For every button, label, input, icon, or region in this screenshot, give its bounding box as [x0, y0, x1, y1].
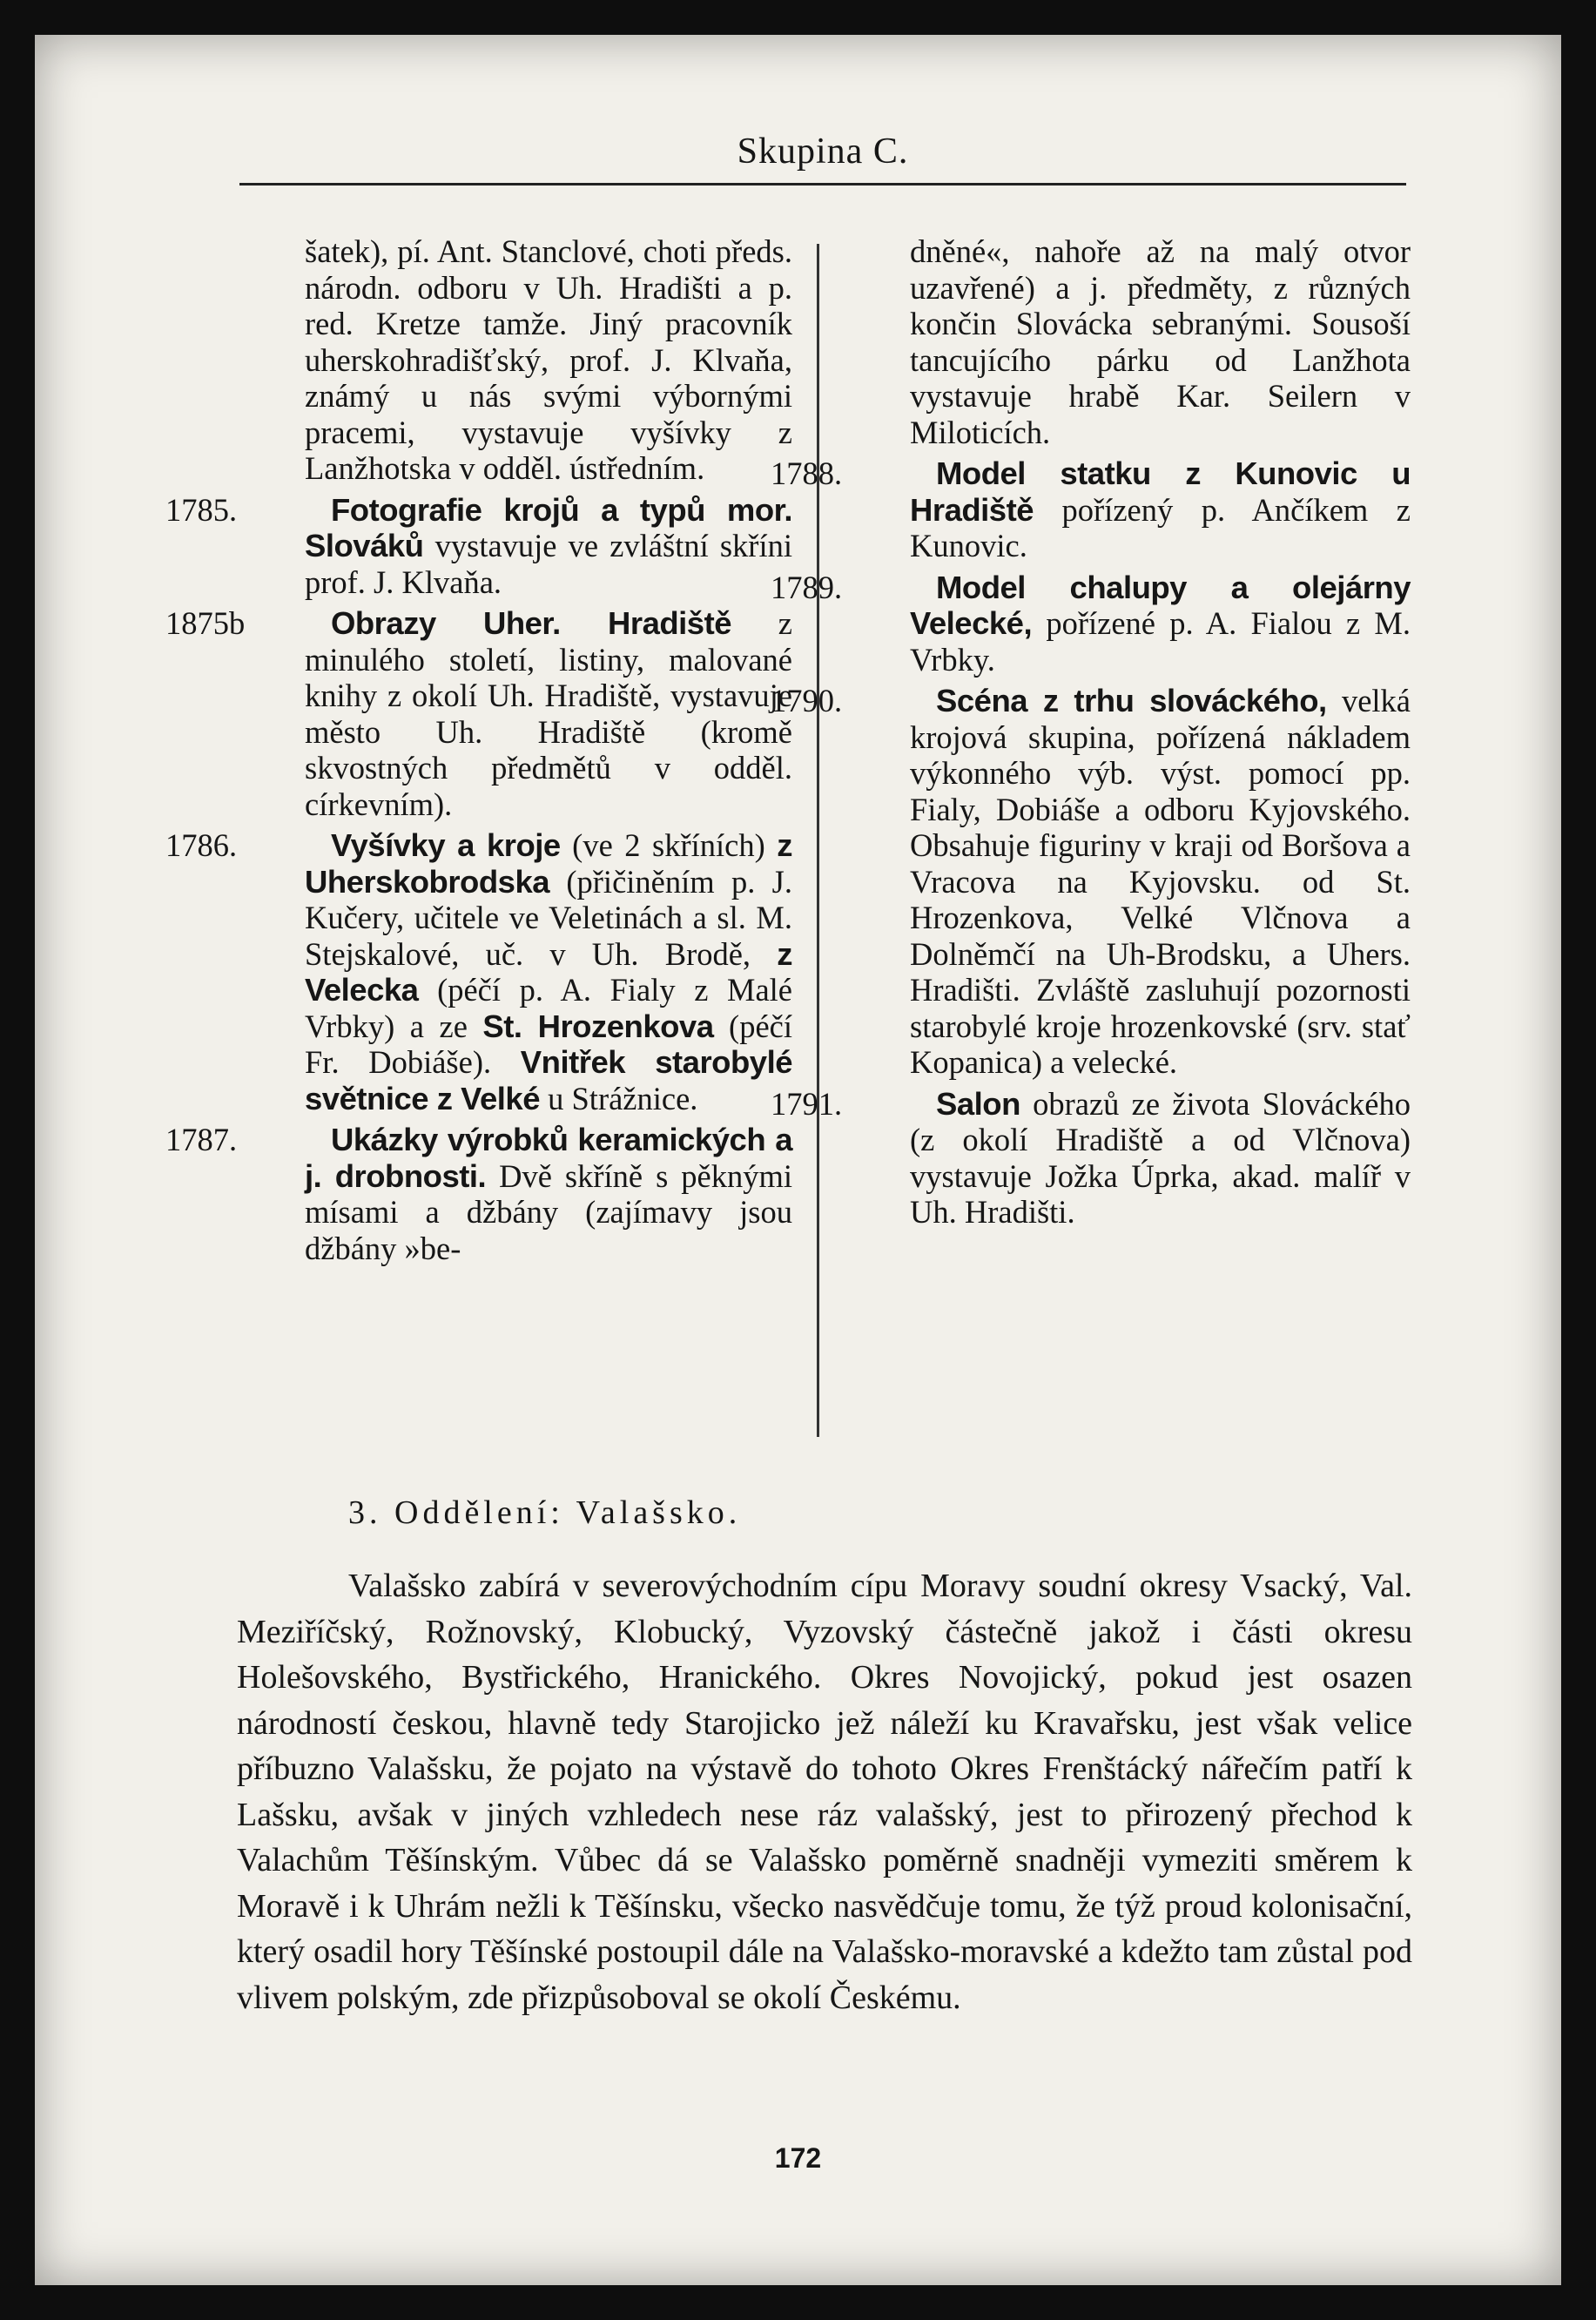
entry-heading-5: Vnitřek starobylé světnice z Velké — [305, 1044, 793, 1116]
entry-heading: Model chalupy a olejárny Velecké, — [910, 569, 1411, 641]
entry-continuation: dněné«, nahoře až na malý otvor uzavřené) a j. předměty, z různých končin Slovácka sebranými. Sousoší tancujícího párku od Lanžhota vystavuje hrabě Kar. Seilern v Miloticích. — [910, 233, 1411, 450]
entry-text: pořízené p. A. Fialou z M. Vrbky. — [910, 605, 1411, 678]
entry-text: vystavuje ve zvláštní skříni prof. J. Klvaňa. — [305, 528, 792, 600]
entry-text-2: (přičiněním p. J. Kučery, učitele ve Veletinách a sl. M. Stejskalové, uč. v Uh. Brodě, — [305, 863, 792, 972]
entry-1786 — [165, 827, 793, 1116]
entry-heading: Fotografie krojů a typů mor. Slováků — [305, 491, 792, 563]
entry-heading-4: St. Hrozenkova — [482, 1008, 714, 1044]
entry-heading: Vyšívky a kroje — [331, 827, 561, 863]
entry-number: 1785. — [165, 491, 238, 528]
entry-text: Dvě skříně s pěknými mísami a džbány (zajímavy jsou džbány »be- — [305, 1157, 792, 1266]
entry-number: 1790. — [771, 683, 843, 718]
left-column — [165, 233, 793, 1266]
entry-heading: Salon — [936, 1085, 1020, 1122]
entry-number: 1788. — [771, 455, 843, 491]
entry-1785b — [165, 605, 792, 822]
entry-1789 — [771, 569, 1411, 678]
entry-heading-3: z Velecka — [305, 935, 792, 1008]
entry-heading: Scéna z trhu slováckého, — [936, 683, 1327, 718]
entry-1790 — [771, 683, 1411, 1081]
entry-text: velká krojová skupina, pořízená nákladem výkonného výb. výst. pomocí pp. Fialy, Dobiáše a odboru Kyjovského. Obsahuje figuriny v kraji od Boršova a Vracova na Kyjovsku. od St. Hrozenkova, Velké Vlčnova a Dolněmčí na Uh-Brodsku, a Uhers. Hradišti. Zvláště zasluhují pozornosti starobylé kroje hrozenkovské (srv. stať Kopanica) a velecké. — [910, 683, 1411, 1080]
entry-1787 — [165, 1122, 792, 1266]
entry-1785 — [165, 491, 792, 601]
column-divider — [817, 244, 819, 1437]
entry-continuation: šatek), pí. Ant. Stanclové, choti předs. národn. odboru v Uh. Hradišti a p. red. Kretze tamže. Jiný pracovník uherskohradišťský, prof. J. Klvaňa, známý u nás svými výbornými pracemi, vystavuje vyšívky z Lanžhotska v odděl. ústředním. — [305, 233, 792, 486]
entry-heading: Model statku z Kunovic u Hradiště — [910, 455, 1411, 528]
entry-1788 — [771, 455, 1411, 564]
running-head: Skupina C. — [737, 132, 909, 172]
entry-number: 1786. — [165, 827, 238, 863]
entry-number: 1787. — [165, 1122, 238, 1157]
section-heading: 3. Oddělení: Valašsko. — [348, 1494, 742, 1531]
entry-text: obrazů ze života Slováckého (z okolí Hradiště a od Vlčnova) vystavuje Jožka Úprka, akad. malíř v Uh. Hradišti. — [910, 1085, 1411, 1230]
entry-text: pořízený p. Ančíkem z Kunovic. — [910, 491, 1411, 563]
entry-heading-2: z Uherskobrodska — [305, 827, 792, 900]
right-column — [771, 233, 1411, 1231]
entry-number: 1875b — [165, 605, 246, 641]
paragraph-text: Valašsko zabírá v severovýchodním cípu Moravy soudní okresy Vsacký, Val. Meziříčský, Rožnovský, Klobucký, Vyzovský částečně jakož i části okresu Holešovského, Bystřického, Hranického. Okres Novojický, pokud jest osazen národností českou, hlavně tedy Starojicko jež náleží ku Kravařsku, jest však velice příbuzno Valašsku, že pojato na výstavě do tohoto Okres Frenštácký nářečím patří k Lašsku, avšak v jiných vzhledech nese ráz valašský, jest to přirozený přechod k Valachům Těšínským. Vůbec dá se Valašsko poměrně snadněji vymeziti směrem k Moravě i k Uhrám nežli k Těšínsku, všecko nasvědčuje tomu, že týž proud kolonisační, který osadil hory Těšínské postoupil dále na Valašsko-moravské a kdežto tam zůstal pod vlivem polským, zde přizpůsoboval se okolí Českému. — [237, 1568, 1412, 2016]
entry-text-4: (péčí Fr. Dobiáše). — [305, 1008, 792, 1080]
page-number: 172 — [774, 2142, 822, 2174]
entry-text: (ve 2 skříních) — [560, 827, 778, 863]
entry-number: 1791. — [771, 1085, 843, 1122]
header-rule — [239, 183, 1406, 185]
entry-number: 1789. — [771, 569, 843, 605]
entry-1791 — [771, 1085, 1411, 1231]
entry-text-3: (péčí p. A. Fialy z Malé Vrbky) a ze — [305, 972, 792, 1044]
entry-text-5: u Strážnice. — [540, 1080, 698, 1116]
entry-heading: Obrazy Uher. Hradiště — [331, 605, 732, 641]
entry-text: z minulého století, listiny, malované knihy z okolí Uh. Hradiště, vystavuje město Uh. Hradiště (kromě skvostných předmětů v odděl. církevním). — [305, 605, 792, 822]
entry-heading: Ukázky výrobků keramických a j. drobnosti. — [305, 1122, 792, 1194]
section-paragraph — [237, 1563, 1412, 2020]
